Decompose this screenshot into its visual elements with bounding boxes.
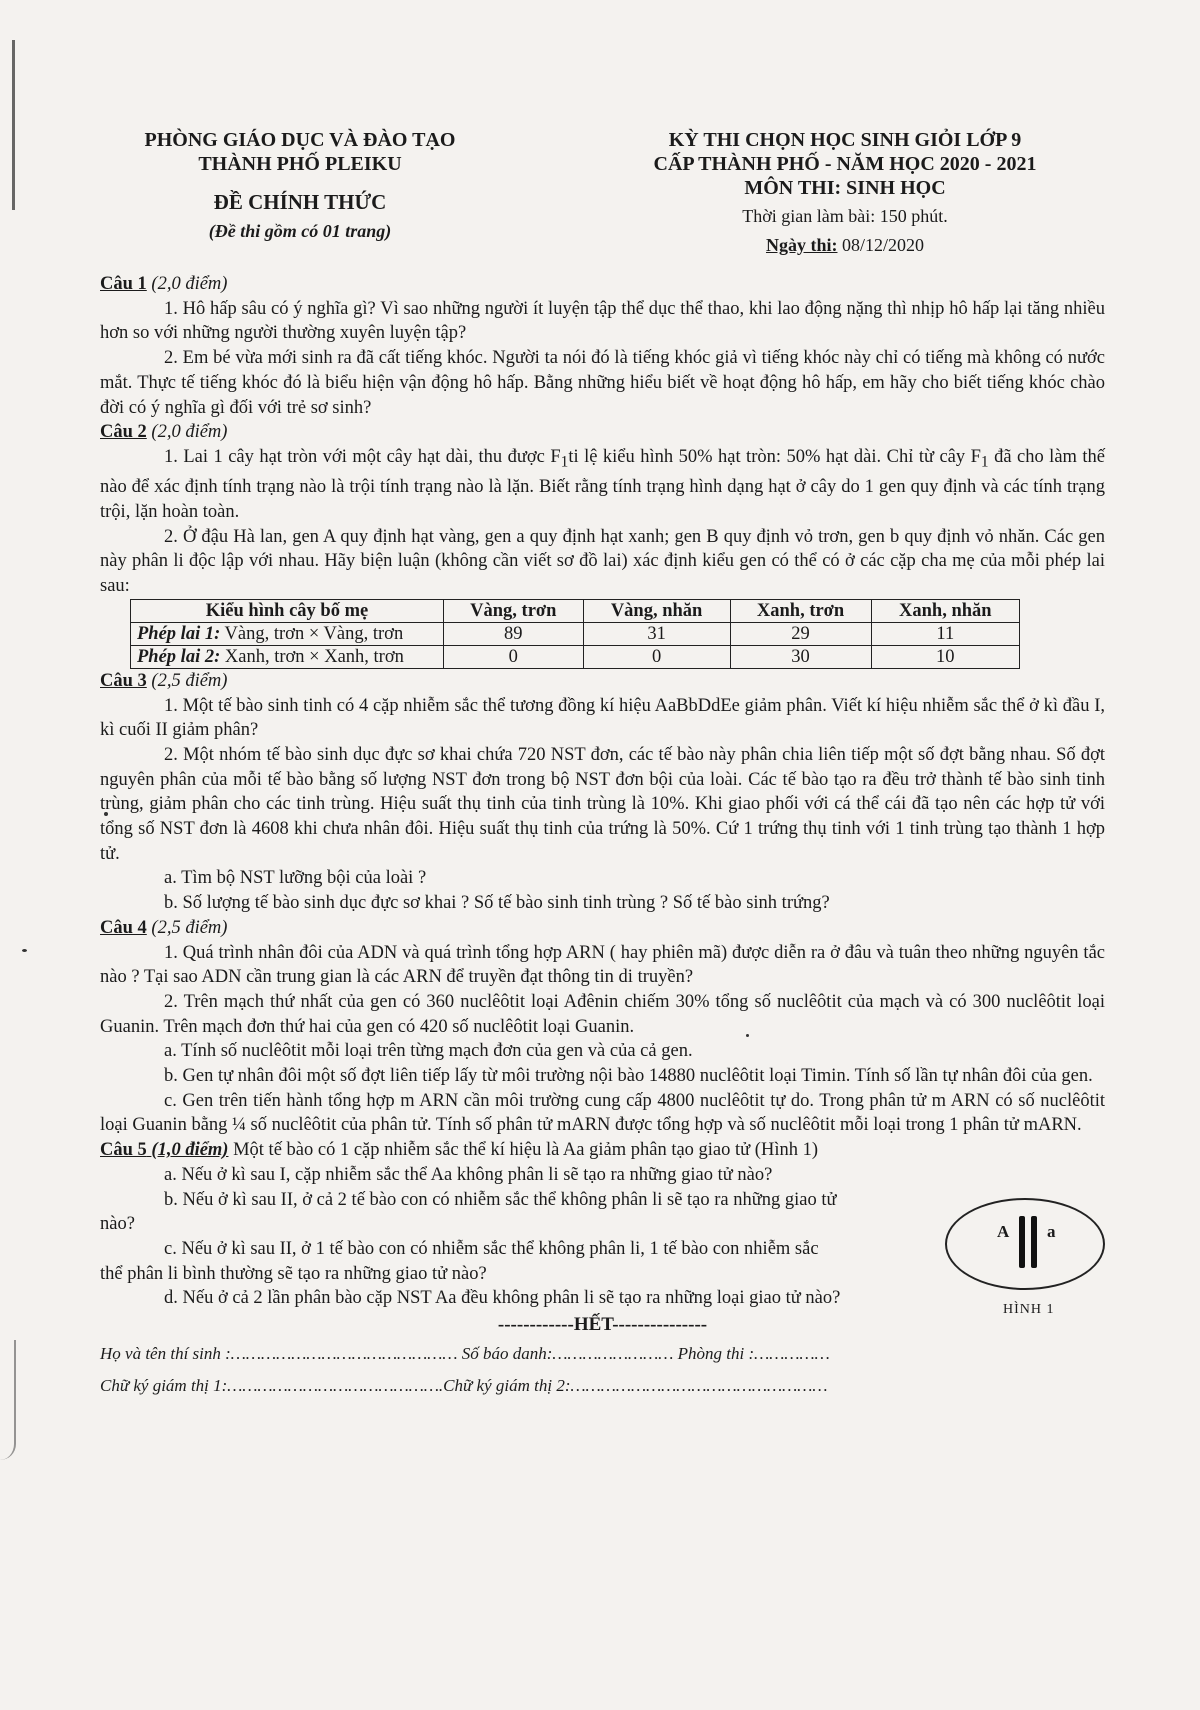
exam-title: KỲ THI CHỌN HỌC SINH GIỎI LỚP 9	[668, 129, 1022, 151]
table-cell: 31	[583, 622, 730, 645]
exam-header	[100, 128, 1110, 268]
table-cell: 11	[871, 622, 1019, 645]
candidate-info-line: Họ và tên thí sinh :……………………………………… Số báo danh:…………………… Phòng thi :……………	[100, 1343, 830, 1363]
table-header-row	[131, 599, 1020, 622]
question-5-parts	[100, 1163, 840, 1287]
text-segment: 1. Lai 1 cây hạt tròn với một cây hạt dài, thu được F	[164, 446, 561, 467]
table-cell: 30	[730, 645, 871, 668]
scan-edge-curve	[0, 1340, 16, 1460]
table-cell: 0	[583, 645, 730, 668]
official-label: ĐỀ CHÍNH THỨC	[213, 190, 387, 214]
table-header-cell: Vàng, nhăn	[583, 599, 730, 622]
table-header-cell: Xanh, trơn	[730, 599, 871, 622]
exam-subject: MÔN THI: SINH HỌC	[744, 177, 946, 199]
end-marker: ------------HẾT---------------	[497, 1314, 708, 1336]
cross-name: Phép lai 1:	[137, 623, 221, 644]
cell-outline	[945, 1198, 1105, 1290]
question-5-intro: Một tế bào có 1 cặp nhiễm sắc thể kí hiệu là Aa giảm phân tạo giao tử (Hình 1)	[228, 1140, 819, 1161]
subscript: 1	[980, 453, 989, 471]
question-label: Câu 3	[100, 670, 147, 691]
table-cell: 10	[871, 645, 1019, 668]
question-points: (2,5 điểm)	[151, 917, 228, 938]
question-4-part-1: 1. Quá trình nhân đôi của ADN và quá trình tổng hợp ARN ( hay phiên mã) được diễn ra ở đâu và tuân theo những nguyên tắc nào ? Tại sao ADN cần trung gian là các ARN để truyền đạt thông tin di truyền?	[100, 942, 1105, 988]
table-cell: 0	[444, 645, 584, 668]
table-row	[131, 622, 1020, 645]
table-row	[131, 645, 1020, 668]
cross-parents: Xanh, trơn × Xanh, trơn	[224, 646, 404, 667]
question-label: Câu 2	[100, 422, 147, 443]
question-1-heading	[100, 272, 1105, 297]
table-cell: 29	[730, 622, 871, 645]
question-3-part-1: 1. Một tế bào sinh tinh có 4 cặp nhiễm sắc thể tương đồng kí hiệu AaBbDdEe giảm phân. Viết kí hiệu nhiễm sắc thể ở kì đầu I, kì cuối II giảm phân?	[100, 695, 1105, 741]
question-4-part-2c: c. Gen trên tiến hành tổng hợp m ARN cần môi trường cung cấp 4800 nuclêôtit tự do. Trong phân tử m ARN có số nuclêôtit loại Guanin bằng ¼ số nuclêôtit của phân tử. Tính số phân tử mARN được tổng hợp và số nuclêôtit mỗi loại trong 1 phân tử mARN.	[100, 1090, 1105, 1136]
table-header-cell: Vàng, trơn	[444, 599, 584, 622]
question-4-part-2: 2. Trên mạch thứ nhất của gen có 360 nuclêôtit loại Ađênin chiếm 30% tổng số nuclêôtit của mạch và có 300 nuclêôtit loại Guanin. Trên mạch đơn thứ hai của gen có 420 số nuclêôtit loại Guanin.	[100, 991, 1105, 1037]
question-3-heading	[100, 669, 1105, 694]
subscript: 1	[560, 453, 569, 471]
scan-speck	[22, 949, 27, 952]
question-5-block	[100, 1138, 1105, 1318]
cross-name: Phép lai 2:	[137, 646, 221, 667]
figure-caption: HÌNH 1	[1003, 1302, 1055, 1318]
department-name: PHÒNG GIÁO DỤC VÀ ĐÀO TẠO	[144, 129, 456, 151]
proctor-signature-line: Chữ ký giám thị 1:…………………………………….Chữ ký giám thị 2:……………………………………………	[100, 1375, 828, 1395]
chromosome-left	[1019, 1216, 1025, 1268]
question-4-part-2b: b. Gen tự nhân đôi một số đợt liên tiếp lấy từ môi trường nội bào 14880 nuclêôtit loại Timin. Tính số lần tự nhân đôi của gen.	[164, 1066, 1093, 1087]
exam-duration: Thời gian làm bài: 150 phút.	[742, 206, 948, 226]
text-segment: ti lệ kiểu hình 50% hạt tròn: 50% hạt dài. Chỉ từ cây F	[568, 446, 981, 467]
exam-date-label: Ngày thi:	[765, 235, 838, 255]
question-1-part-1: 1. Hô hấp sâu có ý nghĩa gì? Vì sao những người ít luyện tập thể dục thể thao, khi lao động nặng thì nhịp hô hấp lại tăng nhiều hơn so với những người thường xuyên luyện tập?	[100, 298, 1105, 344]
question-4-heading	[100, 916, 1105, 941]
chromosome-right	[1031, 1216, 1037, 1268]
exam-date-value: 08/12/2020	[841, 235, 924, 255]
table-cell: 89	[444, 622, 584, 645]
exam-date	[580, 230, 1110, 260]
question-points: (2,0 điểm)	[151, 422, 228, 443]
table-header-cell: Kiểu hình cây bố mẹ	[131, 599, 444, 622]
question-points: (2,0 điểm)	[151, 274, 228, 294]
question-label: Câu 4	[100, 917, 147, 938]
phenotype-table	[130, 599, 1020, 669]
question-2-heading	[100, 420, 1105, 445]
question-4-part-2a: a. Tính số nuclêôtit mỗi loại trên từng mạch đơn của gen và của cả gen.	[164, 1041, 693, 1062]
text-segment: đã cho làm thế nào để xác định tính trạng nào là trội tính trạng nào là lặn. Biết rằng tính trạng hình dạng hạt ở cây do 1 gen quy định và các tính trạng trội, lặn hoàn toàn.	[100, 446, 1105, 523]
figure-1-chromosome-pair	[945, 1198, 1105, 1318]
question-label	[100, 1140, 228, 1160]
question-label: Câu 1	[100, 274, 147, 294]
header-left	[100, 128, 500, 242]
scan-edge-mark	[12, 40, 15, 210]
question-5-part-b: b. Nếu ở kì sau II, ở cả 2 tế bào con có nhiễm sắc thể không phân li sẽ tạo ra những giao tử nào?	[100, 1189, 837, 1235]
question-2-part-2: 2. Ở đậu Hà lan, gen A quy định hạt vàng, gen a quy định hạt xanh; gen B quy định vỏ trơn, gen b quy định vỏ nhăn. Các gen này phân li độc lập với nhau. Hãy biện luận (không cần viết sơ đồ lai) xác định kiểu gen có thể có ở các cặp cha mẹ của mỗi phép lai sau:	[100, 526, 1105, 597]
question-5-part-d: d. Nếu ở cả 2 lần phân bào cặp NST Aa đều không phân li sẽ tạo ra những loại giao tử nào?	[164, 1288, 841, 1309]
question-2-part-1	[100, 445, 1105, 525]
cross-label-cell	[131, 622, 444, 645]
city-name: THÀNH PHỐ PLEIKU	[198, 153, 402, 175]
cross-parents: Vàng, trơn × Vàng, trơn	[224, 623, 404, 644]
question-5-heading	[100, 1138, 1105, 1163]
question-label-text: Câu 5	[100, 1140, 147, 1161]
table-header-cell: Xanh, nhăn	[871, 599, 1019, 622]
cross-label-cell	[131, 645, 444, 668]
allele-label-a: a	[1047, 1222, 1056, 1242]
exam-body	[100, 272, 1105, 1402]
allele-label-A: A	[997, 1222, 1010, 1242]
question-3-part-2: 2. Một nhóm tế bào sinh dục đực sơ khai chứa 720 NST đơn, các tế bào này phân chia liên tiếp một số đợt bằng nhau. Số đợt nguyên phân của mỗi tế bào bằng số lượng NST đơn trong bộ NST đơn bội của loài. Các tế bào tạo ra đều trở thành tế bào sinh tinh trùng, giảm phân cho các tinh trùng. Hiệu suất thụ tinh của tinh trùng là 10%. Khi giao phối với cá thể cái đã tạo nên các hợp tử với tổng số NST đơn là 4608 khi chưa nhân đôi. Hiệu suất thụ tinh của trứng là 50%. Cứ 1 trứng thụ tinh với 1 tinh trùng tạo thành 1 hợp tử.	[100, 744, 1105, 864]
question-points: (2,5 điểm)	[151, 670, 228, 691]
exam-level-year: CẤP THÀNH PHỐ - NĂM HỌC 2020 - 2021	[653, 153, 1037, 175]
page-count-note: (Đề thi gồm có 01 trang)	[208, 221, 392, 241]
question-5-part-a: a. Nếu ở kì sau I, cặp nhiễm sắc thể Aa không phân li sẽ tạo ra những giao tử nào?	[164, 1164, 773, 1185]
question-3-part-2b: b. Số lượng tế bào sinh dục đực sơ khai ? Số tế bào sinh tinh trùng ? Số tế bào sinh trứng?	[164, 893, 830, 914]
question-points: (1,0 điểm)	[151, 1140, 229, 1161]
question-3-part-2a: a. Tìm bộ NST lưỡng bội của loài ?	[164, 868, 427, 889]
question-1-part-2: 2. Em bé vừa mới sinh ra đã cất tiếng khóc. Người ta nói đó là tiếng khóc giả vì tiếng khóc này chỉ có tiếng mà không có nước mắt. Thực tế tiếng khóc đó là biểu hiện vận động hô hấp. Bằng những hiểu biết về hoạt động hô hấp, em hãy cho biết tiếng khóc chào đời có ý nghĩa gì đối với trẻ sơ sinh?	[100, 348, 1105, 418]
question-5-part-c: c. Nếu ở kì sau II, ở 1 tế bào con có nhiễm sắc thể không phân li, 1 tế bào con nhiễm sắc thể phân li bình thường sẽ tạo ra những giao tử nào?	[100, 1239, 819, 1284]
header-right	[580, 128, 1110, 260]
